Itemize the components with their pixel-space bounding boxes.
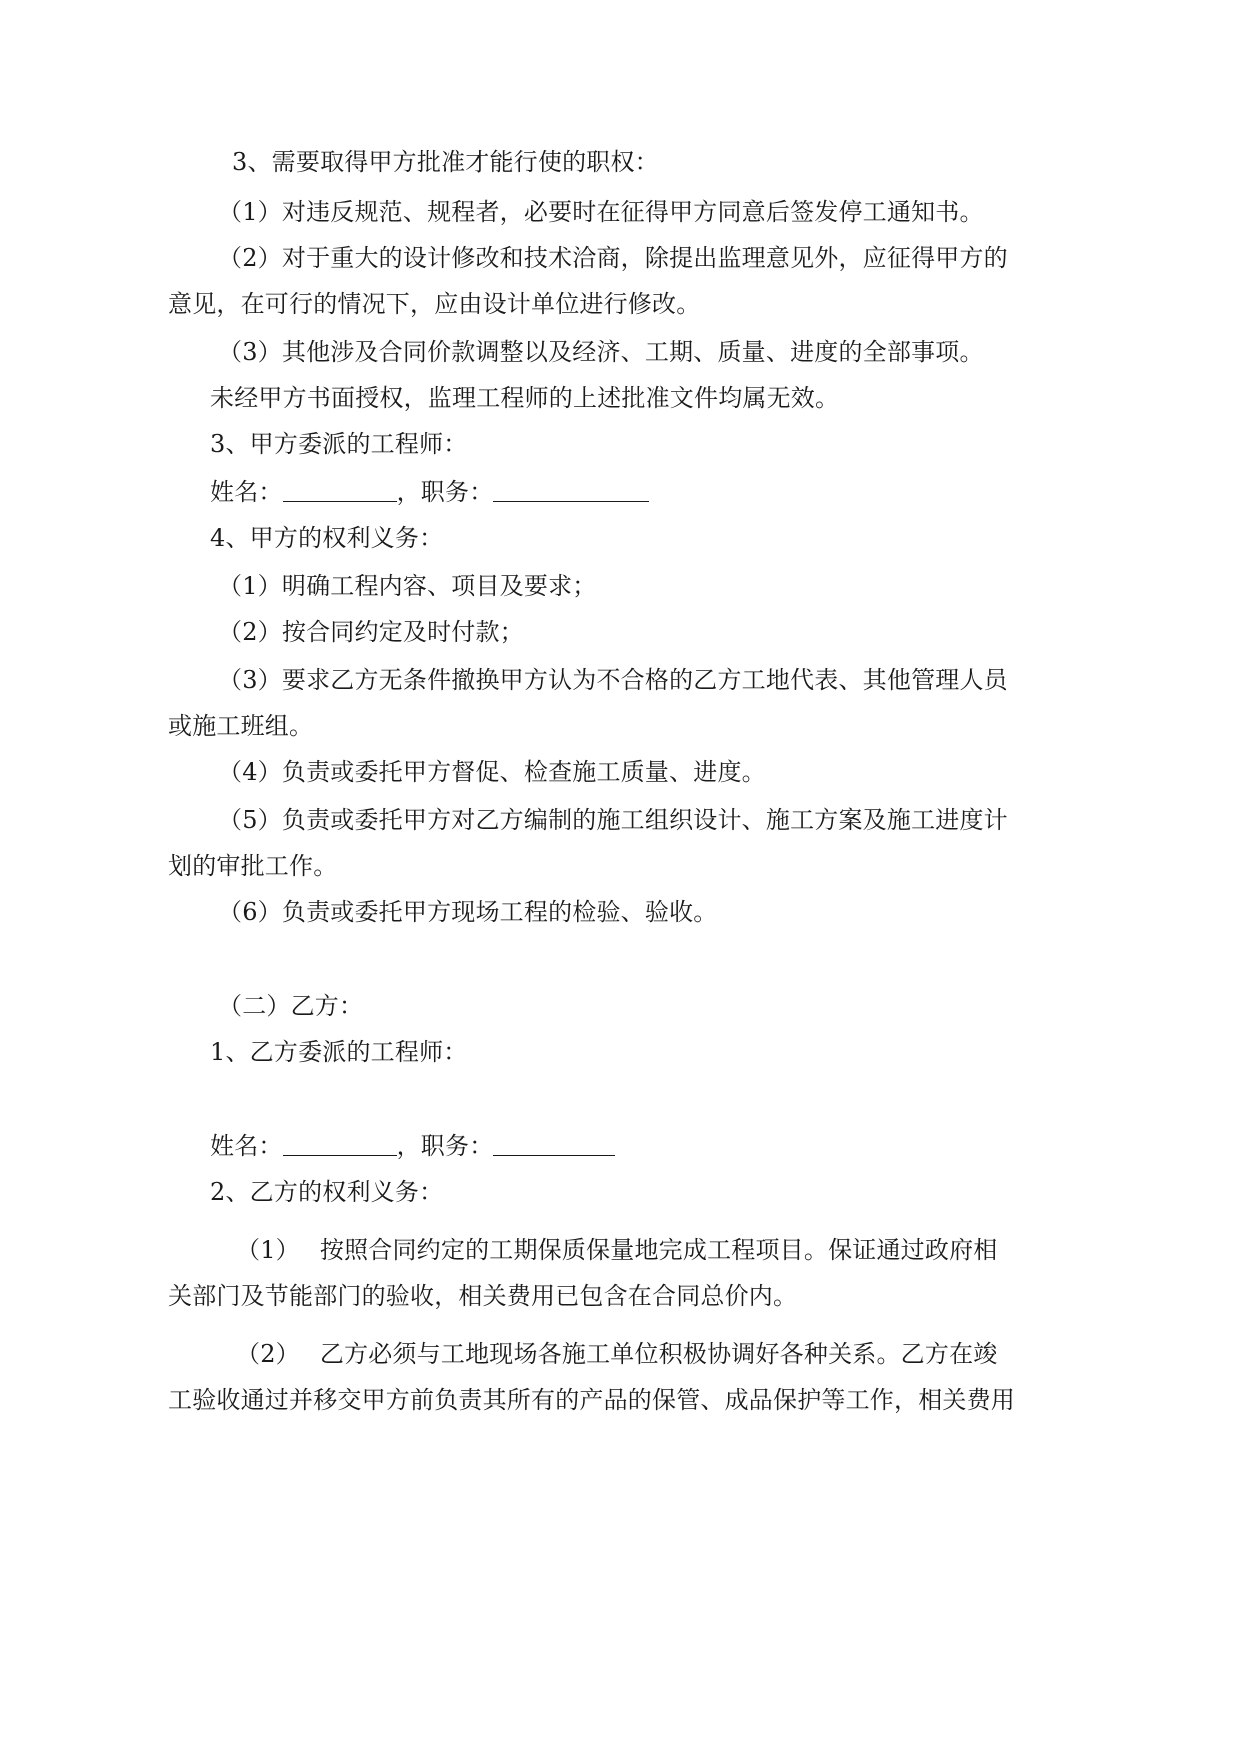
party-b-position-blank[interactable] [493, 1131, 615, 1156]
name-label: 姓名： [210, 1132, 283, 1160]
party-a-item-5-cont: 划的审批工作。 [168, 852, 338, 880]
party-b-item-2-cont: 工验收通过并移交甲方前负责其所有的产品的保管、成品保护等工作，相关费用 [168, 1386, 1015, 1414]
item-number: （2） [236, 1340, 300, 1368]
clause-3-item-2: （2）对于重大的设计修改和技术洽商，除提出监理意见外，应征得甲方的 [218, 244, 1008, 272]
party-a-item-1: （1）明确工程内容、项目及要求； [218, 572, 597, 600]
position-label: ，职务： [396, 1132, 494, 1160]
party-a-item-5: （5）负责或委托甲方对乙方编制的施工组织设计、施工方案及施工进度计 [218, 806, 1008, 834]
item-text: 按照合同约定的工期保质保量地完成工程项目。保证通过政府相 [319, 1236, 998, 1264]
party-b-name-blank[interactable] [283, 1131, 397, 1156]
party-b-item-1-cont: 关部门及节能部门的验收，相关费用已包含在合同总价内。 [168, 1282, 798, 1310]
party-a-item-2: （2）按合同约定及时付款； [218, 618, 524, 646]
item-text: 乙方必须与工地现场各施工单位积极协调好各种关系。乙方在竣 [319, 1340, 998, 1368]
clause-3-item-3: （3）其他涉及合同价款调整以及经济、工期、质量、进度的全部事项。 [218, 338, 984, 366]
party-a-item-6: （6）负责或委托甲方现场工程的检验、验收。 [218, 898, 718, 926]
position-label: ，职务： [396, 478, 494, 506]
item-number: （1） [236, 1236, 300, 1264]
party-b-rights-heading: 2、乙方的权利义务： [210, 1178, 444, 1206]
party-b-item-2 [236, 1338, 997, 1370]
party-b-engineer-fields [210, 1130, 615, 1162]
clause-3-item-2-cont: 意见，在可行的情况下，应由设计单位进行修改。 [168, 290, 701, 318]
party-a-position-blank[interactable] [493, 477, 649, 502]
party-a-engineer-fields [210, 476, 649, 508]
party-b-engineer-heading: 1、乙方委派的工程师： [210, 1038, 468, 1066]
clause-3-item-1: （1）对违反规范、规程者，必要时在征得甲方同意后签发停工通知书。 [218, 198, 984, 226]
name-label: 姓名： [210, 478, 283, 506]
party-a-item-3-cont: 或施工班组。 [168, 712, 314, 740]
party-a-name-blank[interactable] [283, 477, 397, 502]
party-b-section-heading: （二）乙方： [218, 992, 364, 1020]
clause-3-heading: 3、需要取得甲方批准才能行使的职权： [232, 148, 659, 176]
party-a-rights-heading: 4、甲方的权利义务： [210, 524, 444, 552]
party-b-item-1 [236, 1234, 997, 1266]
party-a-item-4: （4）负责或委托甲方督促、检查施工质量、进度。 [218, 758, 766, 786]
authorization-note: 未经甲方书面授权，监理工程师的上述批准文件均属无效。 [210, 384, 840, 412]
party-a-engineer-heading: 3、甲方委派的工程师： [210, 430, 468, 458]
party-a-item-3: （3）要求乙方无条件撤换甲方认为不合格的乙方工地代表、其他管理人员 [218, 666, 1008, 694]
